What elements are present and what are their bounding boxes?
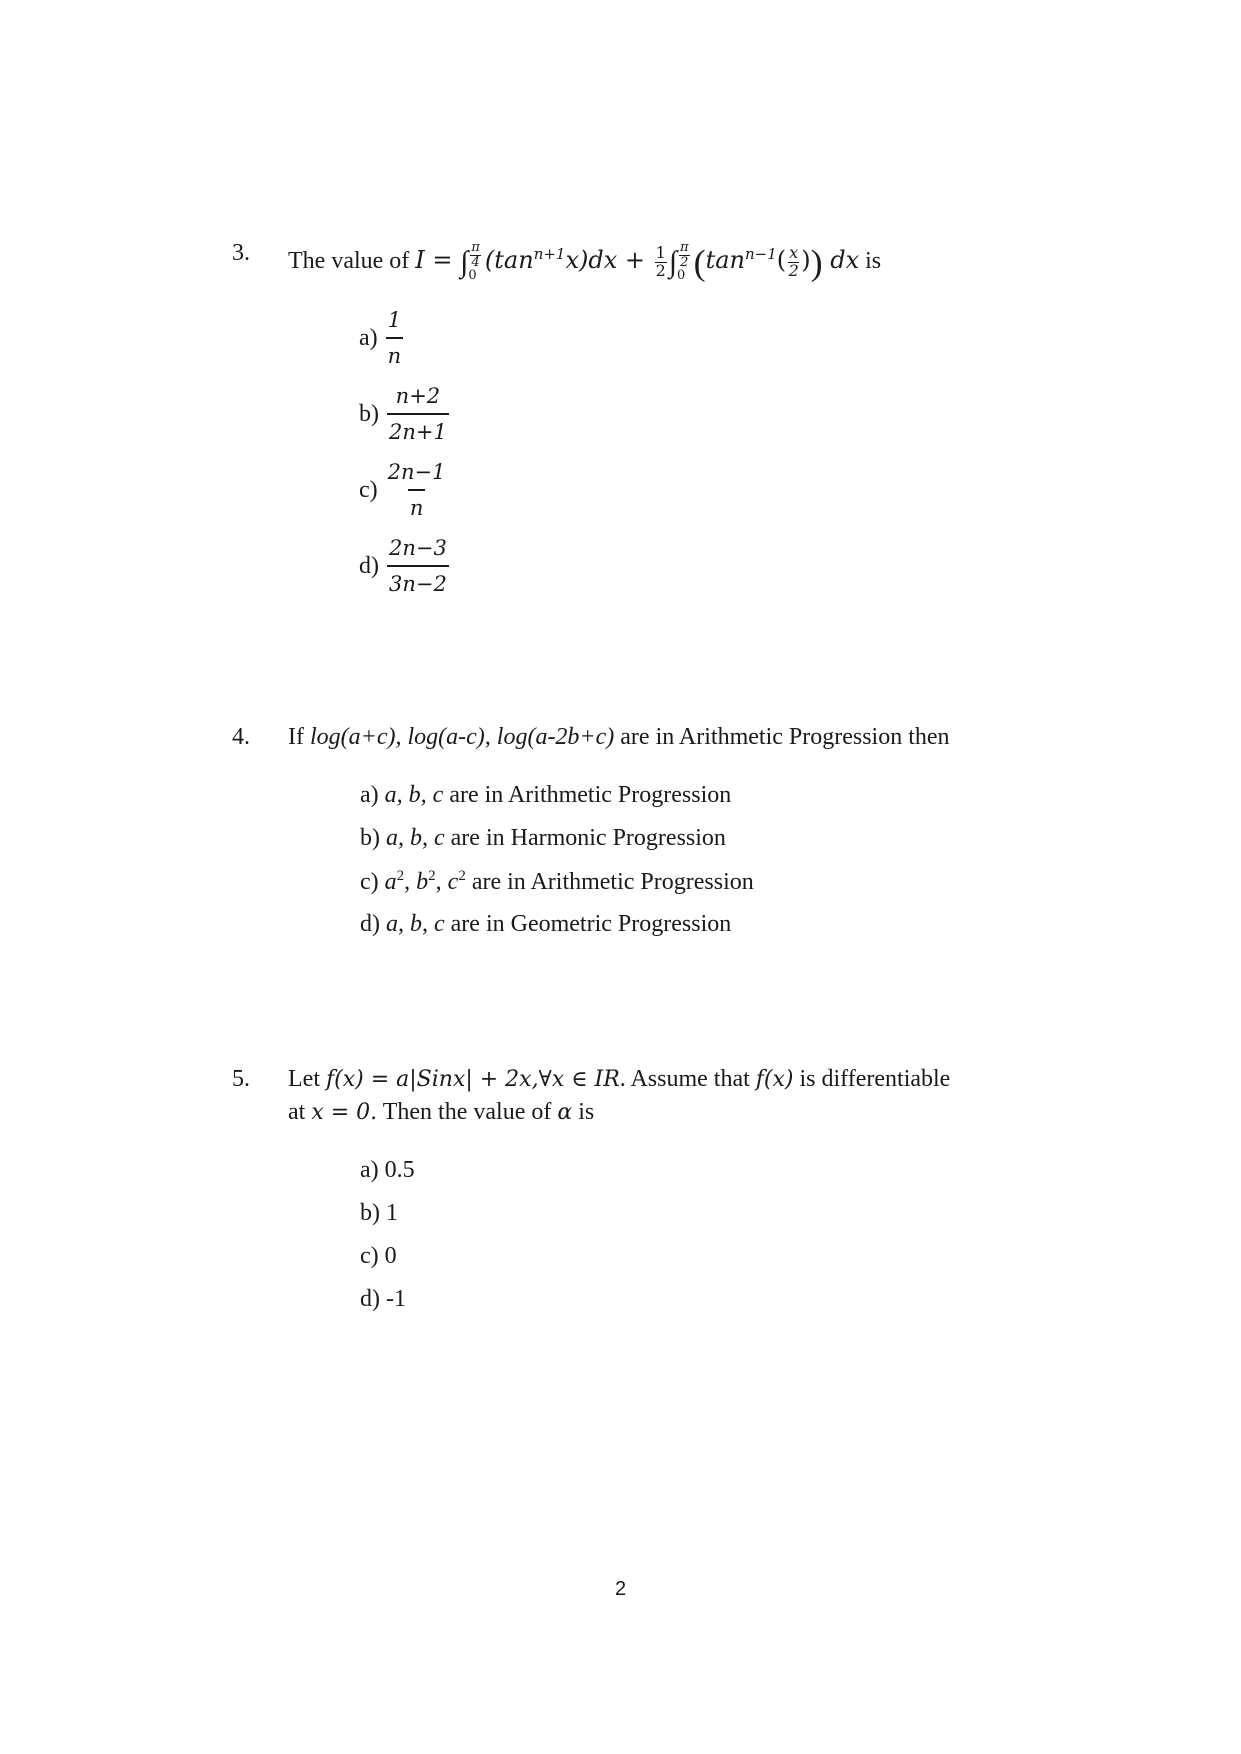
option-value: 0 [384, 1243, 397, 1269]
q3-half-fraction [655, 245, 667, 280]
fraction-denominator: n [408, 489, 426, 520]
fraction-numerator: 1 [387, 308, 402, 332]
option-sup: 2 [396, 868, 405, 884]
q5-assume: . Assume that [619, 1066, 750, 1092]
option-text: are in Geometric Progression [450, 911, 732, 937]
q3-x-den: 2 [788, 260, 799, 280]
option-label: a) [359, 324, 378, 351]
question-5-line-1 [288, 1066, 950, 1093]
q3-dx: dx [822, 246, 860, 274]
fraction-numerator: n+2 [395, 384, 441, 408]
q3-integrand-2: tan [705, 246, 746, 274]
fraction-denominator: 2n+1 [387, 413, 449, 444]
q5-line1-end: is differentiable [799, 1066, 951, 1092]
option-value: 0.5 [384, 1157, 415, 1183]
q3-option-a[interactable] [359, 308, 403, 368]
option-var-c: c [447, 869, 459, 895]
option-label: a) [360, 782, 379, 808]
option-label: d) [360, 1286, 380, 1312]
q5-x-eq-0: x = 0. [311, 1100, 378, 1125]
q5-option-a[interactable] [360, 1157, 415, 1184]
option-text: are in Arithmetic Progression [449, 782, 732, 808]
option-label: a) [360, 1157, 379, 1183]
option-value: -1 [386, 1286, 406, 1312]
option-text: are in Arithmetic Progression [471, 869, 754, 895]
q3-half-num: 1 [655, 243, 666, 263]
q3-x-num: x [789, 243, 799, 263]
question-5-line-2 [288, 1099, 594, 1126]
q3-upper-limit-1 [470, 241, 481, 269]
q5-option-c[interactable] [360, 1243, 397, 1270]
q5-function-expr: f(x) = a|Sinx| + 2x,∀x ∈ IR [325, 1067, 620, 1092]
fraction-numerator: 2n−1 [387, 460, 446, 484]
option-label: c) [360, 869, 379, 895]
q3-integrand-1-end: x)dx + [565, 246, 653, 274]
fraction-numerator: 2n−3 [389, 536, 447, 560]
q5-at: at [288, 1099, 306, 1125]
option-vars: a, b, c [384, 782, 444, 808]
q3-half-den: 2 [655, 260, 666, 280]
q5-option-b[interactable] [360, 1200, 398, 1227]
q3-limits-1 [468, 241, 483, 284]
q3-inner-open: ( [776, 246, 787, 274]
q4-if: If [288, 724, 304, 750]
q4-expression: log(a+c), log(a-c), log(a-2b+c) [309, 724, 615, 750]
q3-option-d[interactable] [359, 536, 449, 596]
q3-close-paren: ) [810, 242, 823, 283]
q4-stem-rest: are in Arithmetic Progression then [620, 724, 950, 750]
q3-exponent-2: n−1 [745, 245, 777, 263]
question-3-number: 3. [232, 240, 250, 266]
option-label: b) [360, 1200, 380, 1226]
option-value: 1 [386, 1200, 398, 1226]
q3-upper1-den: 4 [471, 254, 480, 270]
option-label: b) [359, 400, 379, 427]
option-fraction [386, 308, 404, 368]
q3-limits-2 [677, 241, 692, 284]
question-4-stem [288, 724, 950, 751]
page-number: 2 [614, 1578, 627, 1600]
q4-option-b[interactable] [360, 825, 726, 852]
q3-upper-limit-2 [679, 241, 690, 269]
q5-line2-end: is [578, 1099, 595, 1125]
option-fraction [386, 460, 448, 520]
option-label: c) [360, 1243, 379, 1269]
option-var-a: a [384, 869, 397, 895]
q3-x-over-2 [788, 245, 799, 280]
q3-integrand-1: (tan [484, 246, 534, 274]
option-text: are in Harmonic Progression [450, 825, 726, 851]
question-3-stem [288, 226, 881, 290]
q5-alpha: α [557, 1100, 573, 1125]
q3-option-c[interactable] [359, 460, 448, 520]
q3-lower-limit-1: 0 [468, 268, 477, 284]
q5-fx: f(x) [755, 1067, 794, 1092]
option-label: d) [360, 911, 380, 937]
q3-math-I: I [415, 246, 425, 274]
option-sup: 2 [458, 868, 466, 884]
integral-sign-1: ∫ [460, 245, 469, 279]
q5-then: Then the value of [382, 1099, 552, 1125]
question-3-trail: is [865, 248, 882, 274]
fraction-denominator: n [386, 337, 404, 368]
option-var-b: b [416, 869, 429, 895]
q4-option-d[interactable] [360, 911, 731, 938]
option-label: d) [359, 552, 379, 579]
q3-inner-close: ) [801, 246, 811, 274]
q3-option-b[interactable] [359, 384, 449, 444]
q3-upper1-num: π [471, 240, 480, 256]
question-5-number: 5. [232, 1066, 250, 1092]
q4-option-c[interactable]: c) $a^2$, $b^2$, $c^2$ are in Arithmetic Progression [360, 868, 754, 895]
q4-option-a[interactable] [360, 782, 731, 809]
q3-upper2-num: π [680, 240, 689, 256]
option-label: c) [359, 476, 378, 503]
option-label: b) [360, 825, 380, 851]
option-sup: 2 [428, 868, 436, 884]
q5-let: Let [288, 1066, 320, 1092]
fraction-denominator: 3n−2 [387, 565, 449, 596]
q3-open-paren: ( [693, 242, 706, 283]
q3-lower-limit-2: 0 [677, 268, 686, 284]
q5-option-d[interactable] [360, 1286, 406, 1313]
option-fraction [387, 536, 449, 596]
option-vars: a, b, c [386, 911, 445, 937]
q3-upper2-den: 2 [680, 254, 689, 270]
q3-math-eq: = [424, 246, 461, 274]
option-vars: a, b, c [386, 825, 445, 851]
option-fraction [387, 384, 449, 444]
question-4-number: 4. [232, 724, 250, 750]
integral-sign-2: ∫ [668, 245, 678, 279]
q3-exponent-1: n+1 [533, 245, 566, 263]
question-3-lead: The value of [288, 248, 410, 274]
